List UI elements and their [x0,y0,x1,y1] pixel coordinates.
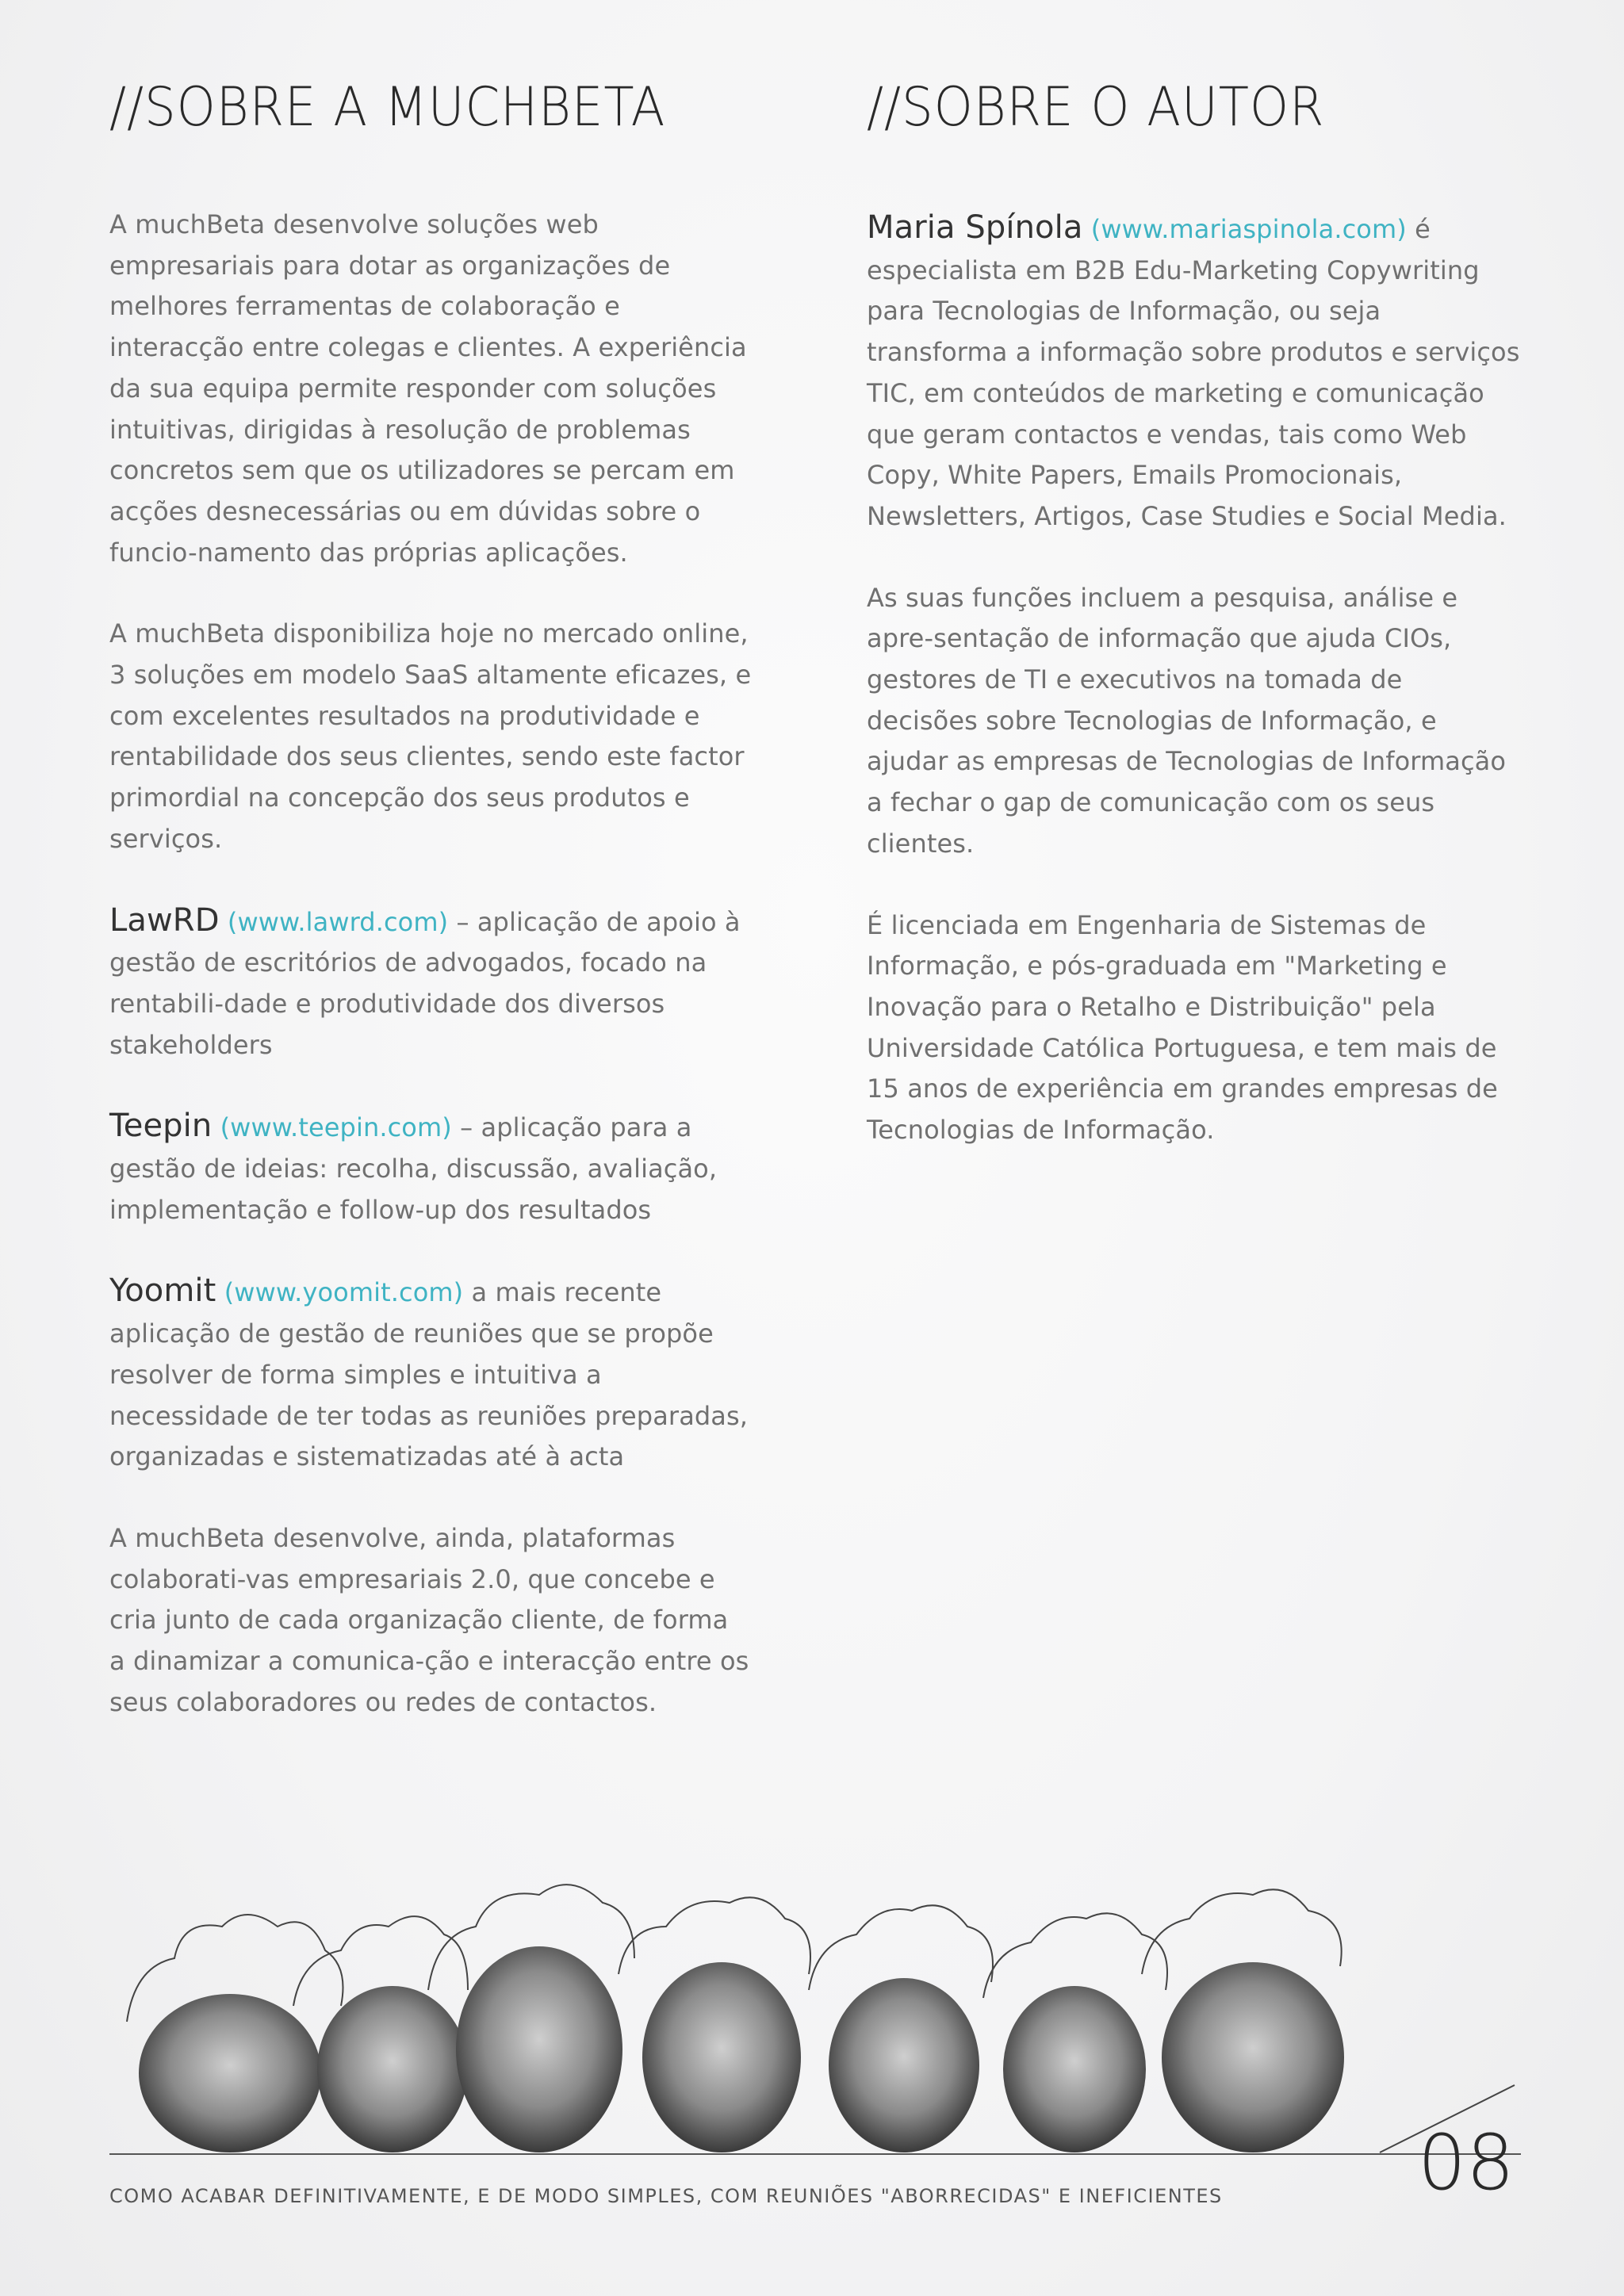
left-title: //SOBRE A MUCHBETA [109,76,666,139]
footer-divider [109,2153,1521,2155]
face-6 [1003,1986,1146,2152]
intro-paragraph: A muchBeta desenvolve soluções web empresariais para dotar as organizações de melhores ferramentas de colaboração e interacção entre colegas e clientes. A experiência da sua equipa permite responder com soluções intuitivas, dirigidas à resolução de problemas concretos sem que os utilizadores se percam em acções desnecessárias ou em dúvidas sobre o funcio-namento das próprias aplicações. [109,209,747,568]
lawrd-link[interactable]: (www.lawrd.com) [227,906,449,937]
hair-outline-6 [983,1913,1167,1998]
right-body [867,208,1521,1192]
team-heads-illustration [111,1871,1522,2156]
yoomit-paragraph [109,1271,752,1478]
functions-paragraph: As suas funções incluem a pesquisa, análise e apre-sentação de informação que ajuda CIOs, gestores de TI e executivos na tomada de decisões sobre Tecnologias de Informação, e ajudar as empresas de Tecnologias de Informação a fechar o gap de comunicação com os seus clientes. [867,582,1507,859]
face-2 [317,1986,468,2152]
teepin-link[interactable]: (www.teepin.com) [220,1112,452,1143]
author-paragraph [867,208,1521,538]
left-body [109,205,752,1764]
hair-outline-5 [809,1905,993,1990]
footer-caption: COMO ACABAR DEFINITIVAMENTE, E DE MODO SIMPLES, COM REUNIÕES "ABORRECIDAS" E INEFICIENTES [109,2185,1223,2207]
author-link[interactable]: (www.mariaspinola.com) [1090,214,1407,244]
education-paragraph: É licenciada em Engenharia de Sistemas de Informação, e pós-graduada em "Marketing e Inovação para o Retalho e Distribuição" pela Universidade Católica Portuguesa, e tem mais de 15 anos de experiência em grandes empresas de Tecnologias de Informação. [867,909,1498,1146]
teepin-text: – aplicação para a gestão de ideias: recolha, discussão, avaliação, implementação e follow-up dos resultados [109,1112,718,1225]
yoomit-text: a mais recente aplicação de gestão de reuniões que se propõe resolver de forma simples e intuitiva a necessidade de ter todas as reuniões preparadas, organizadas e sistematizadas até à acta [109,1277,749,1472]
lawrd-name: LawRD [109,901,220,939]
face-5 [829,1978,979,2152]
author-text: é especialista em B2B Edu-Marketing Copywriting para Tecnologias de Informação, ou seja transforma a informação sobre produtos e serviços TIC, em conteúdos de marketing e comunicação que geram contactos e vendas, tais como Web Copy, White Papers, Emails Promocionais, Newsletters, Artigos, Case Studies e Social Media. [867,214,1520,531]
platforms-paragraph: A muchBeta desenvolve, ainda, plataformas colaborati-vas empresariais 2.0, que concebe e cria junto de cada organização cliente, de forma a dinamizar a comunica-ção e interacção entre os seus colaboradores ou redes de contactos. [109,1522,749,1717]
yoomit-link[interactable]: (www.yoomit.com) [224,1277,464,1308]
teepin-name: Teepin [109,1108,213,1145]
yoomit-name: Yoomit [109,1272,216,1310]
lawrd-paragraph [109,901,752,1066]
face-4 [642,1962,801,2152]
hair-outline-7 [1142,1889,1342,1974]
saas-paragraph: A muchBeta disponibiliza hoje no mercado online, 3 soluções em modelo SaaS altamente eficazes, e com excelentes resultados na produtividade e rentabilidade dos seus clientes, sendo este factor primordial na concepção dos seus produtos e serviços. [109,618,752,854]
right-title: //SOBRE O AUTOR [867,76,1325,139]
author-name: Maria Spínola [867,209,1083,246]
face-3 [456,1946,622,2152]
teepin-paragraph [109,1106,752,1230]
lawrd-text: – aplicação de apoio à gestão de escritórios de advogados, focado na rentabili-dade e produtividade dos diversos stakeholders [109,906,741,1060]
face-7 [1162,1962,1344,2152]
face-1 [139,1994,321,2152]
page-number: 08 [1417,2118,1515,2207]
